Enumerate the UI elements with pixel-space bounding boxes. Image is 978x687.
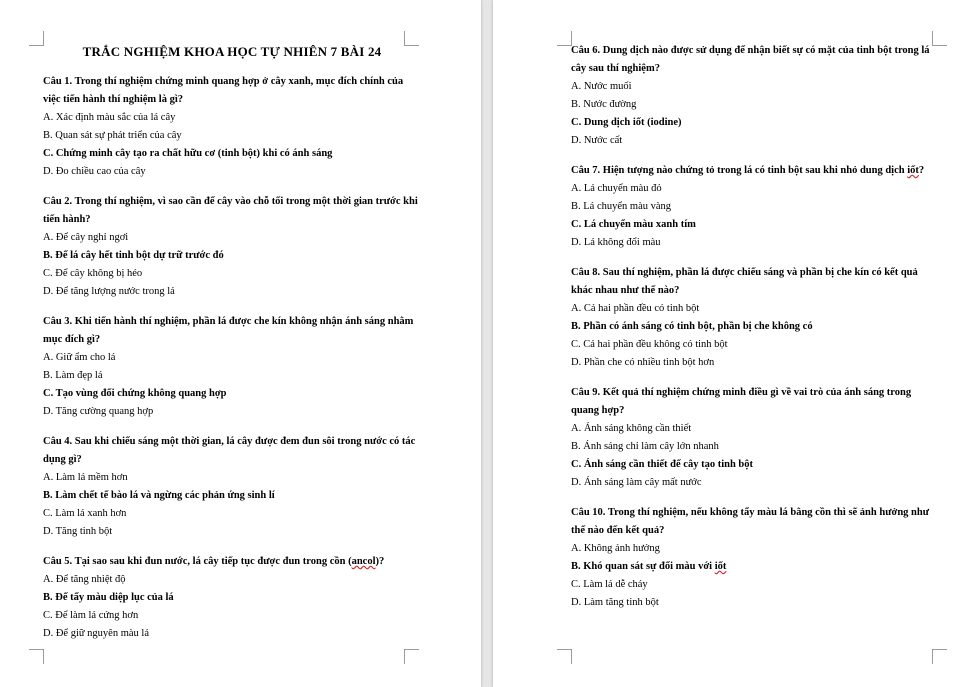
question-text [571, 162, 941, 180]
question-1 [43, 73, 421, 181]
question-text [43, 553, 421, 571]
option-c-correct: C. Dung dịch iốt (iodine) [571, 117, 682, 128]
option-d: D. Nước cất [571, 135, 623, 146]
margin-corner-top-left [29, 31, 44, 46]
margin-corner-top-left [557, 31, 572, 46]
option-d: D. Lá không đổi màu [571, 237, 661, 248]
option-b-correct: B. Làm chết tế bào lá và ngừng các phản ứng sinh lí [43, 490, 275, 501]
option-c: C. Làm lá dễ cháy [571, 579, 648, 590]
option-a: A. Lá chuyển màu đỏ [571, 183, 662, 194]
question-text: Câu 4. Sau khi chiếu sáng một thời gian, lá cây được đem đun sôi trong nước có tác dụng gì? [43, 436, 416, 465]
option-d: D. Phần che có nhiều tinh bột hơn [571, 357, 715, 368]
option-c: C. Làm lá xanh hơn [43, 508, 127, 519]
margin-corner-bottom-left [557, 649, 572, 664]
question-text-part: Câu 7. Hiện tượng nào chứng tỏ trong lá có tinh bột sau khi nhỏ dung dịch [571, 165, 908, 176]
option-b: B. Nước đường [571, 99, 637, 110]
question-10 [571, 504, 941, 612]
option-a: A. Giữ ẩm cho lá [43, 352, 116, 363]
option-c: C. Cả hai phần đều không có tinh bột [571, 339, 728, 350]
option-b-correct [571, 558, 941, 576]
option-b: B. Lá chuyển màu vàng [571, 201, 672, 212]
option-a: A. Xác định màu sắc của lá cây [43, 112, 176, 123]
spellcheck-word[interactable]: iốt [907, 165, 919, 176]
spellcheck-word[interactable]: ancol [351, 556, 376, 567]
option-c: C. Để cây không bị héo [43, 268, 143, 279]
question-text: Câu 10. Trong thí nghiệm, nếu không tẩy màu lá bằng cồn thì sẽ ảnh hưởng như thế nào đến kết quả? [571, 507, 930, 536]
question-7 [571, 162, 941, 252]
question-text: Câu 6. Dung dịch nào được sử dụng để nhận biết sự có mặt của tinh bột trong lá cây sau thí nghiệm? [571, 45, 930, 74]
right-page-body[interactable] [571, 42, 941, 624]
document-page-right [493, 0, 978, 687]
question-6 [571, 42, 941, 150]
option-a: A. Làm lá mềm hơn [43, 472, 128, 483]
option-d: D. Để tăng lượng nước trong lá [43, 286, 175, 297]
option-d: D. Ánh sáng làm cây mất nước [571, 477, 702, 488]
question-4 [43, 433, 421, 541]
option-b-correct: B. Để lá cây hết tinh bột dự trữ trước đó [43, 250, 224, 261]
question-2 [43, 193, 421, 301]
option-a: A. Để cây nghỉ ngơi [43, 232, 129, 243]
question-text: Câu 2. Trong thí nghiệm, vì sao cần để cây vào chỗ tối trong một thời gian trước khi tiến hành? [43, 196, 418, 225]
option-b: B. Làm đẹp lá [43, 370, 103, 381]
margin-corner-bottom-right [932, 649, 947, 664]
question-8 [571, 264, 941, 372]
option-b: B. Quan sát sự phát triển của cây [43, 130, 182, 141]
question-text-part: )? [375, 556, 385, 567]
spellcheck-word[interactable]: iốt [714, 561, 727, 572]
question-9 [571, 384, 941, 492]
option-a: A. Ánh sáng không cần thiết [571, 423, 692, 434]
option-text-part: B. Khó quan sát sự đổi màu với [571, 561, 715, 572]
option-a: A. Không ảnh hưởng [571, 543, 660, 554]
question-text-part: Câu 5. Tại sao sau khi đun nước, lá cây tiếp tục được đun trong cồn ( [43, 556, 352, 567]
question-text: Câu 3. Khi tiến hành thí nghiệm, phần lá được che kín không nhận ánh sáng nhằm mục đích gì? [43, 316, 414, 345]
option-a: A. Nước muối [571, 81, 632, 92]
option-d: D. Làm tăng tinh bột [571, 597, 659, 608]
question-text: Câu 8. Sau thí nghiệm, phần lá được chiếu sáng và phần bị che kín có kết quả khác nhau như thế nào? [571, 267, 918, 296]
question-text: Câu 9. Kết quả thí nghiệm chứng minh điều gì về vai trò của ánh sáng trong quang hợp? [571, 387, 912, 416]
option-d: D. Để giữ nguyên màu lá [43, 628, 149, 639]
option-b: B. Ánh sáng chỉ làm cây lớn nhanh [571, 441, 719, 452]
option-b-correct: B. Phần có ánh sáng có tinh bột, phần bị che không có [571, 321, 813, 332]
option-c-correct: C. Lá chuyển màu xanh tím [571, 219, 696, 230]
question-5 [43, 553, 421, 643]
option-c-correct: C. Chứng minh cây tạo ra chất hữu cơ (tinh bột) khi có ánh sáng [43, 148, 333, 159]
option-c-correct: C. Ánh sáng cần thiết để cây tạo tinh bột [571, 459, 754, 470]
option-c: C. Để làm lá cứng hơn [43, 610, 139, 621]
option-a: A. Cả hai phần đều có tinh bột [571, 303, 700, 314]
option-b-correct: B. Để tẩy màu diệp lục của lá [43, 592, 174, 603]
left-page-body[interactable] [43, 44, 421, 655]
margin-corner-bottom-left [29, 649, 44, 664]
option-d: D. Tăng cường quang hợp [43, 406, 154, 417]
document-page-left [0, 0, 481, 687]
question-3 [43, 313, 421, 421]
document-title: TRẮC NGHIỆM KHOA HỌC TỰ NHIÊN 7 BÀI 24 [82, 44, 382, 59]
option-a: A. Để tăng nhiệt độ [43, 574, 126, 585]
option-d: D. Đo chiều cao của cây [43, 166, 146, 177]
option-c-correct: C. Tạo vùng đối chứng không quang hợp [43, 388, 227, 399]
question-text-part: ? [918, 165, 925, 176]
question-text: Câu 1. Trong thí nghiệm chứng minh quang hợp ở cây xanh, mục đích chính của việc tiến hành thí nghiệm là gì? [43, 76, 404, 105]
option-d: D. Tăng tinh bột [43, 526, 113, 537]
